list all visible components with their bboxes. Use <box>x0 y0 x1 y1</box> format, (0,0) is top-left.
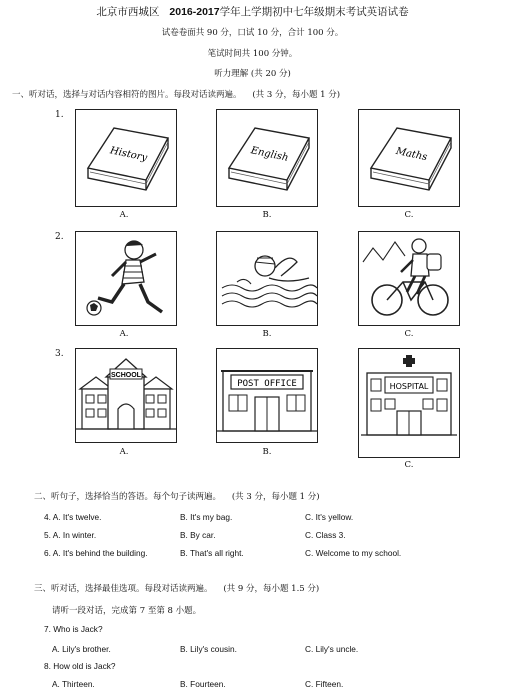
caption-a: A. <box>119 210 129 220</box>
football-player-icon <box>76 232 176 325</box>
book-icon <box>76 110 176 206</box>
picture-maths-book <box>358 109 460 207</box>
section3-note: 请听一段对话，完成第 7 至第 8 小题。 <box>52 606 202 616</box>
exam-title: 北京市西城区 2016-2017学年上学期初中七年级期末考试英语试卷 <box>96 6 409 18</box>
hospital-building-icon <box>359 349 459 457</box>
option-a: A. Thirteen. <box>52 679 95 689</box>
picture-swimmer <box>216 231 318 326</box>
option-c: C. Lily's uncle. <box>305 644 359 654</box>
part-title: 听力理解 (共 20 分) <box>214 69 291 79</box>
option-b: B. That's all right. <box>180 548 244 558</box>
time-line: 笔试时间共 100 分钟。 <box>207 49 298 59</box>
exam-year: 2016-2017 <box>169 6 220 18</box>
caption-b: B. <box>262 329 272 339</box>
svg-text:Maths: Maths <box>394 145 429 164</box>
option-c: C. It's yellow. <box>305 512 354 522</box>
section1-instruction: 一、听对话，选择与对话内容相符的图片。每段对话读两遍。 (共 3 分，每小题 1 分) <box>12 90 341 100</box>
question-number: 3. <box>55 349 64 359</box>
svg-text:SCHOOL: SCHOOL <box>111 372 141 379</box>
cyclist-icon <box>359 232 459 325</box>
caption-b: B. <box>262 210 272 220</box>
option-c: C. Welcome to my school. <box>305 548 402 558</box>
question-number: 2. <box>55 232 64 242</box>
question-number: 1. <box>55 110 64 120</box>
option-c: C. Fifteen. <box>305 679 344 689</box>
picture-post-office <box>216 348 318 443</box>
svg-text:HOSPITAL: HOSPITAL <box>389 382 429 391</box>
caption-c: C. <box>404 329 414 339</box>
option-b: B. It's my bag. <box>180 512 233 522</box>
question-4: 4. A. It's twelve. <box>44 512 102 522</box>
picture-cyclist <box>358 231 460 326</box>
picture-history-book <box>75 109 177 207</box>
question-6: 6. A. It's behind the building. <box>44 548 148 558</box>
caption-a: A. <box>119 447 129 457</box>
picture-hospital <box>358 348 460 458</box>
caption-a: A. <box>119 329 129 339</box>
book-icon <box>359 110 459 206</box>
svg-text:POST OFFICE: POST OFFICE <box>237 379 297 389</box>
option-c: C. Class 3. <box>305 530 346 540</box>
swimmer-icon <box>217 232 317 325</box>
picture-football-player <box>75 231 177 326</box>
section3-instruction: 三、听对话，选择最佳选项。每段对话读两遍。 (共 9 分，每小题 1.5 分) <box>34 584 320 594</box>
picture-school <box>75 348 177 443</box>
option-b: B. Lily's cousin. <box>180 644 237 654</box>
question-7-stem: 7. Who is Jack? <box>44 624 103 634</box>
svg-text:History: History <box>109 145 149 164</box>
option-b: B. Fourteen. <box>180 679 226 689</box>
svg-text:English: English <box>249 145 290 164</box>
picture-english-book <box>216 109 318 207</box>
caption-c: C. <box>404 460 414 470</box>
school-building-icon <box>76 349 176 442</box>
option-b: B. By car. <box>180 530 216 540</box>
question-8-stem: 8. How old is Jack? <box>44 661 116 671</box>
caption-b: B. <box>262 447 272 457</box>
post-office-building-icon <box>217 349 317 442</box>
book-icon <box>217 110 317 206</box>
section2-instruction: 二、听句子，选择恰当的答语。每个句子读两遍。 (共 3 分，每小题 1 分) <box>34 492 320 502</box>
caption-c: C. <box>404 210 414 220</box>
score-line: 试卷卷面共 90 分，口试 10 分，合计 100 分。 <box>161 28 344 38</box>
option-a: A. Lily's brother. <box>52 644 111 654</box>
question-5: 5. A. In winter. <box>44 530 97 540</box>
